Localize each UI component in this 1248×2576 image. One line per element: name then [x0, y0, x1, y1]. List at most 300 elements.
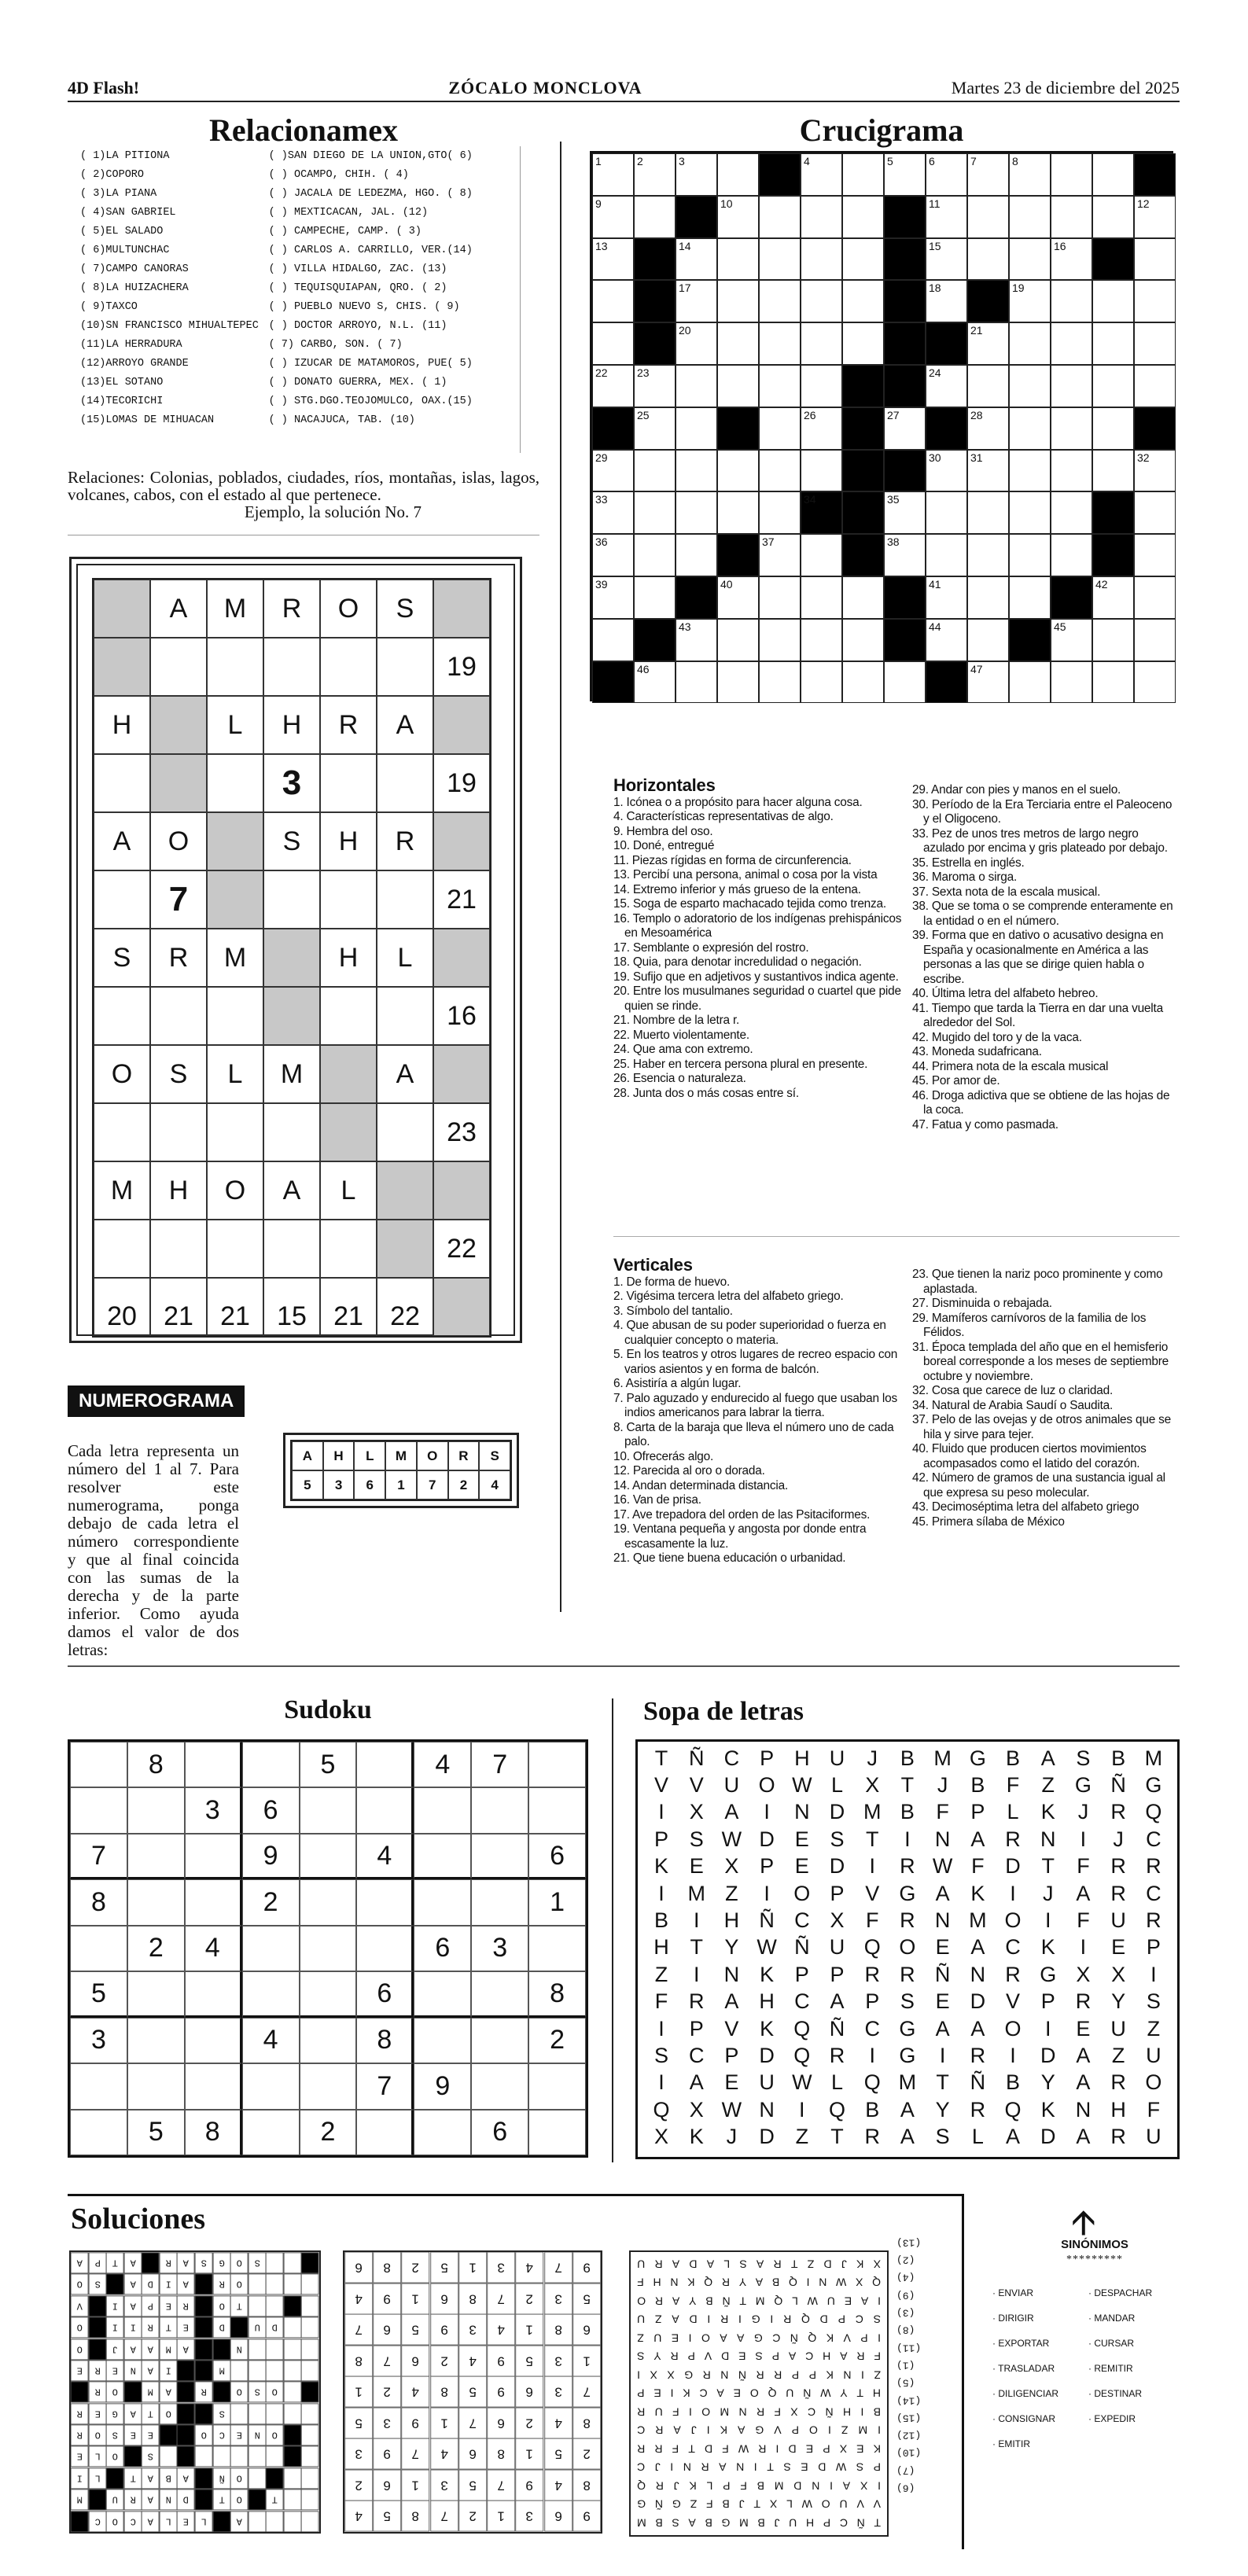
solution-word-search-row [637, 2310, 881, 2328]
sudoku-cell [300, 2063, 357, 2109]
key-letter: A [292, 1441, 323, 1470]
solution-word-search-letter: A [738, 2423, 745, 2437]
solution-word-search-letter: P [873, 2460, 881, 2474]
sinonimo: · CURSAR [1088, 2338, 1135, 2349]
solution-word-search-letter: T [790, 2258, 798, 2271]
solution-crossword-cell: N [248, 2424, 267, 2445]
solution-crossword-cell: A [142, 2511, 160, 2532]
solution-word-search-letter: Q [788, 2276, 797, 2290]
clue: 35. Estrella en inglés. [912, 856, 1025, 870]
crossword-cell [1009, 365, 1051, 407]
word-search-letter: N [934, 1827, 951, 1851]
sudoku-cell: 4 [414, 1742, 471, 1787]
solution-crossword-cell [106, 2273, 124, 2294]
word-search-letter: A [1006, 2125, 1021, 2149]
crossword-number: 35 [887, 493, 900, 506]
solution-word-search-letter: A [840, 2350, 848, 2364]
word-search-letter: Ñ [934, 1962, 951, 1986]
word-search-letter: Q [1004, 2097, 1022, 2122]
word-search-letter: R [1110, 1854, 1126, 1879]
numerograma-cell [320, 638, 377, 696]
crossword-cell [634, 576, 676, 619]
solution-word-search-letter: Y [689, 2294, 697, 2308]
vertical-clues-title: Verticales [613, 1255, 693, 1275]
crossword-cell [967, 365, 1009, 407]
crossword-number: 47 [970, 662, 983, 675]
crossword-cell [801, 619, 842, 661]
relacionamex-example: Ejemplo, la solución No. 7 [244, 502, 422, 521]
word-search-letter: C [1146, 1827, 1161, 1851]
solution-crossword-cell: A [142, 2339, 160, 2360]
solution-crossword-cell: E [160, 2295, 178, 2317]
word-search-letter: Z [795, 2125, 809, 2149]
solution-crossword-cell [266, 2339, 284, 2360]
solution-word-search-letter: B [705, 2516, 712, 2530]
solution-word-search-letter: G [751, 2313, 760, 2327]
word-search-letter: F [936, 1800, 949, 1824]
solution-word-search-letter: A [737, 2331, 745, 2345]
word-search-letter: Z [1041, 1773, 1055, 1798]
crossword-cell [967, 661, 1009, 704]
solution-sudoku-cell: 4 [544, 2408, 572, 2439]
solution-crossword-cell: O [230, 2489, 248, 2510]
solution-word-search-letter: R [720, 2313, 729, 2327]
numerograma-cell [263, 1220, 320, 1278]
solution-word-search-letter: A [788, 2350, 797, 2364]
solution-crossword-cell: A [124, 2252, 142, 2273]
crossword-cell [592, 322, 634, 365]
solution-crossword-cell: O [266, 2424, 284, 2445]
solution-sudoku-cell: 5 [458, 2470, 487, 2501]
word-search-letter: R [900, 1962, 915, 1986]
numerograma-cell [94, 870, 150, 929]
crossword-black-cell [676, 196, 717, 238]
solution-word-search-letter: B [771, 2276, 780, 2290]
word-search-letter: N [794, 1800, 810, 1824]
sinonimo: · TRASLADAR [992, 2363, 1055, 2374]
solution-sudoku-cell: 1 [344, 2376, 373, 2408]
crossword-black-cell [926, 322, 967, 365]
word-search-row [646, 1853, 1169, 1880]
solution-crossword-cell: A [124, 2295, 142, 2317]
crossword-cell [1134, 365, 1176, 407]
crossword-number: 41 [929, 577, 941, 591]
solution-word-search-letter: F [637, 2276, 644, 2290]
solution-crossword-cell [284, 2317, 302, 2338]
solution-crossword-cell [284, 2381, 302, 2402]
solution-crossword-cell: L [89, 2445, 107, 2467]
solution-relacionamex [896, 2233, 952, 2496]
key-value: 2 [448, 1470, 480, 1500]
relacionamex-row [80, 410, 520, 429]
solution-crossword-cell: Ñ [213, 2467, 231, 2489]
solution-word-search-letter: W [820, 2386, 831, 2400]
crossword-cell [1051, 238, 1092, 281]
numerograma-inner [76, 564, 515, 1336]
crossword-cell [801, 661, 842, 704]
solution-word-search-letter: B [722, 2497, 730, 2511]
crossword-black-cell [592, 407, 634, 450]
word-search-letter: P [970, 1800, 985, 1824]
crossword-cell [717, 661, 759, 704]
solution-word-search-letter: V [774, 2423, 782, 2437]
solution-crossword-cell [266, 2403, 284, 2424]
solution-crossword-cell [284, 2467, 302, 2489]
solution-crossword-cell [301, 2489, 319, 2510]
solution-word-search-letter: E [738, 2350, 746, 2364]
word-search-letter: P [760, 1854, 775, 1879]
crossword-cell [717, 576, 759, 619]
crossword-cell [759, 576, 801, 619]
numerograma-cell: S [377, 580, 433, 638]
numerograma-cell [94, 580, 150, 638]
word-search-letter: R [1110, 1881, 1126, 1905]
word-search-letter: K [760, 1962, 775, 1986]
relacionamex-place: ( 2)CÓPORO [80, 168, 145, 181]
crossword-cell [967, 407, 1009, 450]
solution-crossword-cell [195, 2467, 213, 2489]
solution-sudoku-cell: 5 [401, 2314, 429, 2346]
relacionamex-state: ( ) OCAMPO, CHIH. ( 4) [268, 168, 409, 181]
solution-crossword-cell [213, 2511, 231, 2532]
word-search-row [646, 1907, 1169, 1934]
crossword-cell [884, 153, 926, 196]
crossword-cell [1009, 280, 1051, 322]
solution-sudoku-cell: 8 [487, 2438, 515, 2470]
solution-word-search-letter: I [860, 2405, 864, 2419]
solution-crossword-cell: T [266, 2489, 284, 2510]
solution-word-search-letter: B [873, 2405, 881, 2419]
word-search-letter: I [904, 1827, 911, 1851]
word-search-letter: R [1110, 2125, 1126, 2149]
numerograma-cell: H [320, 812, 377, 870]
sudoku-cell: 4 [185, 1926, 242, 1971]
numerograma-cell: H [263, 696, 320, 754]
sudoku-cell [185, 2063, 242, 2109]
solution-word-search-letter: U [637, 2313, 646, 2327]
solution-crossword-cell: O [230, 2381, 248, 2402]
word-search-letter: B [970, 1773, 985, 1798]
solution-crossword-cell [89, 2339, 107, 2360]
solution-word-search-letter: Z [690, 2497, 698, 2511]
solution-word-search-letter: V [843, 2331, 851, 2345]
word-search-row [646, 1799, 1169, 1826]
word-search-letter: R [1146, 1854, 1161, 1879]
solution-word-search-letter: I [689, 2405, 692, 2419]
solution-sudoku-cell: 9 [373, 2438, 401, 2470]
solution-sudoku-cell: 3 [544, 2283, 572, 2315]
solution-word-search-letter: B [705, 2294, 713, 2308]
word-search-letter: U [829, 1746, 845, 1770]
sinonimo: · CONSIGNAR [992, 2413, 1056, 2424]
numerograma-sum: 20 [94, 1278, 150, 1336]
solution-word-search-letter: O [749, 2386, 759, 2400]
solution-crossword-cell [301, 2511, 319, 2532]
solution-crossword-cell: A [71, 2252, 89, 2273]
solution-crossword-cell: A [142, 2467, 160, 2489]
solution-word-search-letter: M [755, 2294, 765, 2308]
solution-word-search-letter: D [704, 2442, 713, 2456]
solution-crossword-cell [71, 2511, 89, 2532]
solution-word-search-letter: Q [704, 2276, 713, 2290]
solution-crossword-cell [301, 2381, 319, 2402]
word-search-letter: V [865, 1881, 880, 1905]
solution-word-search-row [637, 2292, 881, 2310]
solution-word-search-letter: F [722, 2442, 729, 2456]
clue: 14. Andan determinada distancia. [613, 1478, 789, 1492]
solution-word-search-letter: I [878, 2331, 881, 2345]
word-search-letter: D [970, 1989, 986, 2014]
crossword-cell [1009, 491, 1051, 534]
solution-relacionamex-answer: (5) [896, 2376, 915, 2389]
word-search-letter: Ñ [759, 1908, 775, 1933]
word-search-letter: R [1075, 1989, 1092, 2014]
crossword-cell [634, 450, 676, 492]
solution-crossword-cell [89, 2295, 107, 2317]
solution-word-search-letter: C [808, 2405, 816, 2419]
word-search-letter: A [935, 1881, 950, 1905]
solution-crossword-cell: O [213, 2295, 231, 2317]
solution-crossword-cell: O [71, 2339, 89, 2360]
word-search-letter: E [689, 1854, 704, 1879]
solution-crossword-cell: E [177, 2317, 195, 2338]
relacionamex-state: ( ) MEXTICACÁN, JAL. (12) [268, 206, 429, 219]
crossword-cell [801, 576, 842, 619]
solution-crossword-cell: S [106, 2424, 124, 2445]
solution-word-search-letter: I [688, 2331, 692, 2345]
solution-word-search-letter: A [842, 2479, 851, 2493]
crossword-cell [759, 280, 801, 322]
sinonimo: · EMITIR [992, 2438, 1030, 2449]
solution-crossword-cell: I [71, 2467, 89, 2489]
crossword-cell [801, 238, 842, 281]
solution-word-search-letter: V [856, 2497, 864, 2511]
numerograma-sum: 21 [433, 870, 490, 929]
solution-crossword-cell: C [89, 2511, 107, 2532]
solution-word-search-letter: R [701, 2460, 709, 2474]
word-search-row [646, 1961, 1169, 1988]
solution-sudoku-cell: 6 [373, 2470, 401, 2501]
word-search-letter: A [935, 2016, 950, 2041]
solution-relacionamex-answer: (12) [896, 2429, 922, 2442]
crossword-number: 36 [595, 535, 608, 549]
crossword-cell [1009, 407, 1051, 450]
word-search-letter: M [687, 1881, 705, 1905]
word-search-row [646, 1989, 1169, 2015]
solution-word-search-letter: B [757, 2516, 765, 2530]
word-search-letter: R [970, 2043, 986, 2067]
solution-crossword-cell [230, 2445, 248, 2467]
word-search-row [646, 1934, 1169, 1961]
sudoku-cell: 6 [471, 2110, 528, 2155]
solution-crossword-cell [284, 2360, 302, 2381]
solution-crossword-cell: O [89, 2424, 107, 2445]
crossword-number: 24 [929, 366, 941, 379]
solution-crossword-cell: R [177, 2295, 195, 2317]
solution-word-search-row [637, 2440, 881, 2458]
sinonimo: · REMITIR [1088, 2363, 1133, 2374]
crossword-cell [842, 576, 884, 619]
solution-sudoku-cell: 9 [373, 2283, 401, 2315]
numerograma-grid [92, 578, 491, 1338]
solution-sudoku-cell: 9 [515, 2470, 543, 2501]
numerograma-cell: R [377, 812, 433, 870]
solution-word-search-letter: O [809, 2423, 818, 2437]
solution-crossword-cell [195, 2273, 213, 2294]
solution-word-search-letter: I [775, 2442, 779, 2456]
crossword-cell [1092, 153, 1134, 196]
word-search-letter: D [829, 1800, 845, 1824]
word-search-letter: W [792, 1773, 812, 1798]
crossword-cell [1051, 280, 1092, 322]
sudoku-cell: 7 [70, 1834, 127, 1879]
word-search-letter: P [865, 1989, 880, 2014]
solution-word-search-letter: S [637, 2350, 645, 2364]
sudoku-cell [471, 2018, 528, 2063]
word-search-letter: C [864, 2016, 880, 2041]
word-search-letter: A [724, 1800, 739, 1824]
clue: 3. Símbolo del tantalio. [613, 1304, 733, 1318]
word-search-letter: I [1150, 1962, 1157, 1986]
word-search-letter: T [900, 1773, 915, 1798]
solution-crossword-cell [248, 2339, 267, 2360]
solution-crossword-cell: N [124, 2360, 142, 2381]
solution-sudoku-cell: 2 [430, 2346, 458, 2377]
solution-crossword-cell: I [124, 2317, 142, 2338]
word-search-letter: U [1146, 2043, 1161, 2067]
solution-word-search-letter: Ñ [790, 2331, 798, 2345]
solution-sudoku-cell: 6 [344, 2252, 373, 2283]
clue: 9. Hembra del oso. [613, 824, 713, 838]
solution-word-search-letter: U [637, 2258, 646, 2271]
numerograma-cell [433, 1161, 490, 1220]
word-search-row [646, 2123, 1169, 2150]
solution-word-search [629, 2250, 889, 2537]
word-search-letter: R [688, 1989, 705, 2014]
word-search-letter: U [1110, 1908, 1126, 1933]
word-search-letter: I [939, 2043, 946, 2067]
word-search-letter: B [1111, 1746, 1126, 1770]
solution-crossword-cell [195, 2403, 213, 2424]
solution-sudoku-cell: 8 [430, 2376, 458, 2408]
key-letter: M [385, 1441, 417, 1470]
solution-crossword-cell [177, 2381, 195, 2402]
solution-word-search-letter: F [740, 2479, 747, 2493]
numerograma-cell: O [320, 580, 377, 638]
key-letter: L [354, 1441, 385, 1470]
solution-sudoku-cell: 9 [487, 2376, 515, 2408]
word-search-letter: A [900, 2097, 915, 2122]
sudoku-cell [185, 1742, 242, 1787]
solution-word-search-letter: R [773, 2258, 782, 2271]
sudoku-cell [414, 1787, 471, 1833]
relacionamex-state: ( ) IZÚCAR DE MATAMOROS, PUE( 5) [268, 357, 473, 370]
crossword-number: 7 [970, 155, 977, 167]
solution-crossword-cell [248, 2295, 267, 2317]
solution-crossword-cell [301, 2295, 319, 2317]
solution-sudoku-cell: 6 [373, 2314, 401, 2346]
crossword-black-cell [676, 576, 717, 619]
solution-crossword-cell [213, 2339, 231, 2360]
word-search-letter: P [653, 1827, 668, 1851]
clue: 16. Van de prisa. [613, 1493, 701, 1507]
solution-word-search-letter: A [706, 2258, 715, 2271]
word-search-letter: A [900, 2125, 915, 2149]
crossword-cell [717, 491, 759, 534]
crossword-number: 20 [679, 324, 691, 337]
solution-crossword-cell: A [177, 2467, 195, 2489]
clue: 43. Moneda sudafricana. [912, 1045, 1042, 1058]
solution-crossword-cell [177, 2424, 195, 2445]
solution-crossword-cell: T [142, 2403, 160, 2424]
crossword-black-cell [1051, 576, 1092, 619]
solution-crossword-cell [89, 2317, 107, 2338]
crossword-cell [717, 280, 759, 322]
word-search-letter: A [1076, 2125, 1091, 2149]
crossword-cell [1051, 661, 1092, 704]
solution-crossword-cell [266, 2295, 284, 2317]
solution-sudoku-cell: 9 [401, 2408, 429, 2439]
crossword-number: 10 [720, 197, 733, 210]
solution-sudoku-cell: 3 [515, 2501, 543, 2532]
solution-word-search-letter: P [637, 2386, 645, 2400]
crossword-cell [842, 238, 884, 281]
solution-sudoku-cell: 6 [515, 2376, 543, 2408]
relacionamex-row [80, 373, 520, 392]
solution-crossword-cell [142, 2252, 160, 2273]
solution-word-search-letter: N [738, 2405, 747, 2419]
solution-sudoku-cell: 1 [515, 2438, 543, 2470]
relacionamex-row [80, 278, 520, 297]
solution-crossword-cell: O [230, 2273, 248, 2294]
numerograma-cell: L [207, 696, 263, 754]
solution-crossword-cell: G [106, 2403, 124, 2424]
solution-crossword-cell [177, 2445, 195, 2467]
solution-crossword-cell: O [160, 2403, 178, 2424]
word-search-letter: C [794, 1989, 810, 2014]
sinonimo: · DESPACHAR [1088, 2287, 1153, 2298]
solution-word-search-letter: X [860, 2479, 868, 2493]
solution-relacionamex-answer: (1) [896, 2359, 915, 2372]
solution-word-search-letter: R [783, 2313, 792, 2327]
word-search-letter: N [723, 1962, 740, 1986]
solution-crossword-cell [213, 2381, 231, 2402]
solution-crossword-cell: S [89, 2273, 107, 2294]
clue: 33. Pez de unos tres metros de largo negro azulado por encima y gris plateado por debajo. [912, 826, 1168, 855]
crossword-number: 19 [1012, 282, 1025, 295]
word-search-letter: S [1076, 1746, 1091, 1770]
numerograma-cell [207, 1103, 263, 1161]
solution-relacionamex-answer: (6) [896, 2482, 915, 2494]
solution-crossword-cell: A [160, 2381, 178, 2402]
crossword-black-cell [884, 576, 926, 619]
crossword-cell [1092, 661, 1134, 704]
solution-word-search-letter: A [860, 2294, 869, 2308]
solution-sudoku-cell: 9 [430, 2314, 458, 2346]
solution-word-search-letter: I [637, 2368, 640, 2382]
solution-crossword-cell: E [124, 2424, 142, 2445]
crossword-cell [926, 450, 967, 492]
numerograma-cell [207, 870, 263, 929]
sudoku-cell: 8 [185, 2110, 242, 2155]
crossword-cell [1092, 365, 1134, 407]
crossword-cell [634, 407, 676, 450]
numerograma-cell: L [207, 1045, 263, 1103]
numerograma-cell [94, 1103, 150, 1161]
word-search-letter: Ñ [1110, 1773, 1126, 1798]
solution-sudoku-cell: 3 [430, 2470, 458, 2501]
solution-word-search-letter: I [707, 2313, 711, 2327]
